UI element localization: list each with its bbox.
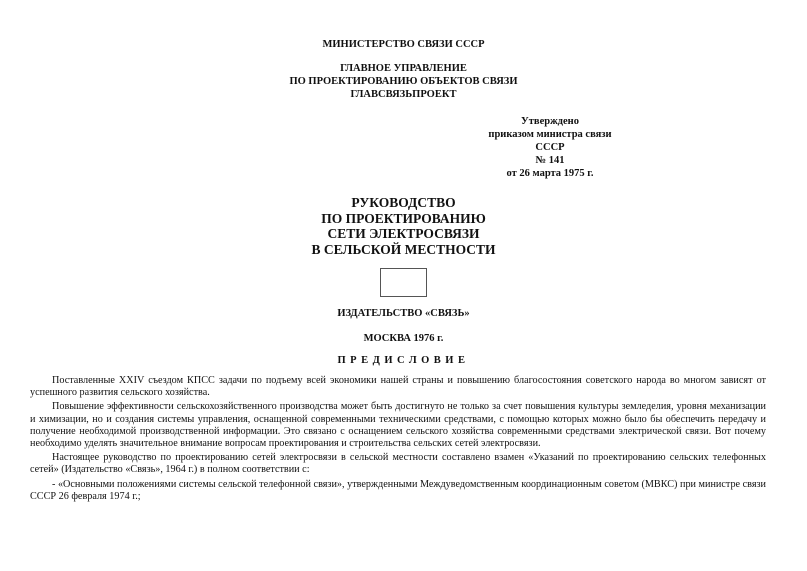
directorate-line: ГЛАВНОЕ УПРАВЛЕНИЕ: [340, 63, 467, 74]
title-line: СЕТИ ЭЛЕКТРОСВЯЗИ: [327, 226, 480, 241]
preface-paragraph: Поставленные XXIV съездом КПСС задачи по подъему всей экономики нашей страны и повышению благосостояния советского народа во многом зависят от успешного развития сельского хозяйства.: [30, 375, 766, 399]
preface-heading: ПРЕДИСЛОВИЕ: [337, 355, 470, 366]
city-year: [0, 332, 807, 345]
directorate-heading: [0, 62, 807, 101]
ministry-heading: [0, 38, 807, 51]
publisher: [0, 307, 807, 320]
preface-paragraph: - «Основными положениями системы сельской телефонной связи», утвержденными Междуведомственным координационным советом (МВКС) при министре связи СССР 26 февраля 1974 г.;: [30, 478, 766, 502]
city-year-text: МОСКВА 1976 г.: [363, 333, 444, 344]
approval-line: приказом министра связи: [488, 129, 612, 140]
approval-line: Утверждено: [521, 116, 579, 127]
approval-stamp: [470, 115, 630, 180]
approval-line: СССР: [535, 142, 565, 153]
preface-paragraph: Повышение эффективности сельскохозяйственного производства может быть достигнуто не только за счет повышения культуры земледелия, уровня механизации и химизации, но и создания системы управления, оснащенной современными техническими средствами, с помощью которых можно было бы обеспечить передачу и получение необходимой производственной информации. Это связано с оснащением сельского хозяйства современными средствами электрической связи. Вот почему необходимо уделять значительное внимание вопросам проектирования и строительства сельских сетей электросвязи.: [30, 401, 766, 450]
directorate-line: ПО ПРОЕКТИРОВАНИЮ ОБЪЕКТОВ СВЯЗИ: [289, 76, 518, 87]
preface-body: [30, 375, 766, 505]
document-title: [0, 195, 807, 257]
approval-line: № 141: [535, 155, 565, 166]
title-line: ПО ПРОЕКТИРОВАНИЮ: [321, 210, 486, 226]
title-line: РУКОВОДСТВО: [351, 195, 456, 210]
preface-paragraph: Настоящее руководство по проектированию сетей электросвязи в сельской местности составлено взамен «Указаний по проектированию сельских телефонных сетей» (Издательство «Связь», 1964 г.) в полном соответствии с:: [30, 452, 766, 476]
title-line: В СЕЛЬСКОЙ МЕСТНОСТИ: [311, 241, 496, 257]
directorate-line: ГЛАВСВЯЗЬПРОЕКТ: [350, 89, 457, 100]
empty-frame-box: [380, 268, 427, 297]
ministry-name: МИНИСТЕРСТВО СВЯЗИ СССР: [322, 39, 485, 50]
publisher-name: ИЗДАТЕЛЬСТВО «СВЯЗЬ»: [337, 308, 470, 319]
approval-line: от 26 марта 1975 г.: [506, 168, 594, 179]
